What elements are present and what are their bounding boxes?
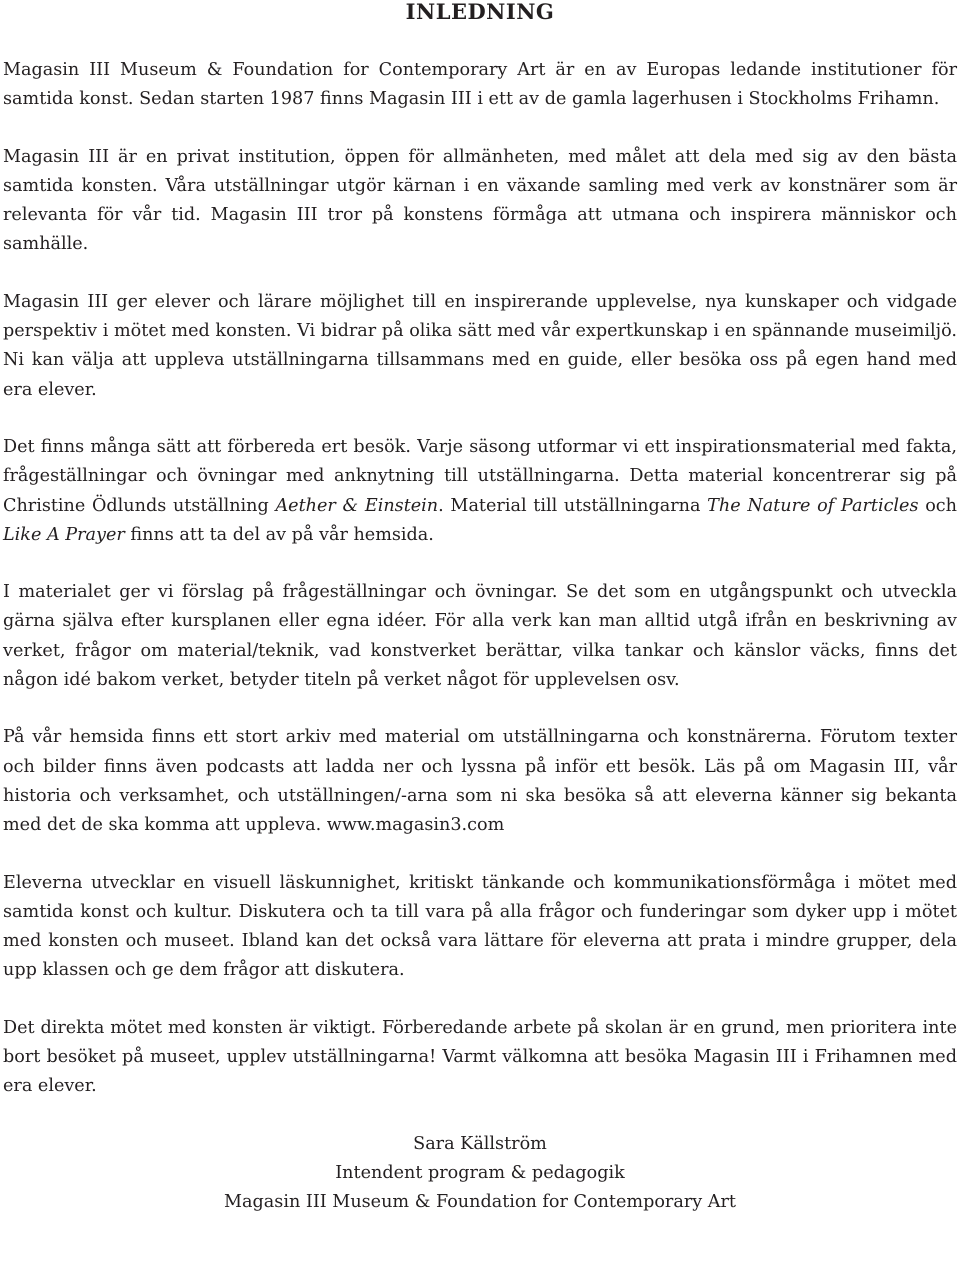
paragraph-material: I materialet ger vi förslag på frågeställningar och övningar. Se det som en utgångspunkt och utveckla gärna själva efter kursplanen eller egna idéer. För alla verk kan man alltid utgå ifrån en beskrivning av verket, frågor om material/teknik, vad konstverket berättar, vilka tankar och känslor väcks, finns det någon idé bakom verket, betyder titeln på verket något för upplevelsen osv. <box>3 582 957 691</box>
document-page <box>3 0 957 1218</box>
paragraph-institution: Magasin III är en privat institution, öppen för allmänheten, med målet att dela med sig av den bästa samtida konsten. Våra utställningar utgör kärnan i en växande samling med verk av konstnärer som är relevanta för vår tid. Magasin III tror på konstens förmåga att utmana och inspirera människor och samhälle. <box>3 146 957 255</box>
text-segment: finns att ta del av på vår hemsida. <box>124 524 434 545</box>
page-title: INLEDNING <box>405 0 555 24</box>
paragraph-preparation <box>3 433 957 550</box>
text-segment: och <box>918 495 957 516</box>
signature-organization: Magasin III Museum & Foundation for Contemporary Art <box>224 1192 736 1213</box>
signature-role: Intendent program & pedagogik <box>335 1162 625 1183</box>
text-segment: Det finns många sätt att förbereda ert besök. Varje säsong utformar vi ett inspirationsmaterial med fakta, frågeställningar och övningar med anknytning till utställningarna. Detta material koncentrerar sig på Christine Ödlunds utställning <box>3 436 957 516</box>
paragraph-website: På vår hemsida finns ett stort arkiv med material om utställningarna och konstnärerna. Förutom texter och bilder finns även podcasts att ladda ner och lyssna på inför ett besök. Läs på om Magasin III, vår historia och verksamhet, och utställningen/-arna som ni ska besöka så att eleverna känner sig bekanta med det de ska komma att uppleva. www.magasin3.com <box>3 727 957 836</box>
exhibition-title: Aether & Einstein <box>275 495 439 516</box>
exhibition-title: Like A Prayer <box>3 524 125 545</box>
signature-block <box>3 1130 957 1218</box>
paragraph-students: Eleverna utvecklar en visuell läskunnighet, kritiskt tänkande och kommunikationsförmåga i mötet med samtida konst och kultur. Diskutera och ta till vara på alla frågor och funderingar som dyker upp i mötet med konsten och museet. Ibland kan det också vara lättare för eleverna att prata i mindre grupper, dela upp klassen och ge dem frågor att diskutera. <box>3 872 957 981</box>
exhibition-title: The Nature of Particles <box>707 495 919 516</box>
paragraph-closing: Det direkta mötet med konsten är viktigt. Förberedande arbete på skolan är en grund, men prioritera inte bort besöket på museet, upplev utställningarna! Varmt välkomna att besöka Magasin III i Frihamnen med era elever. <box>3 1017 957 1097</box>
signature-name: Sara Källström <box>413 1133 547 1154</box>
text-segment: . Material till utställningarna <box>438 495 708 516</box>
paragraph-education: Magasin III ger elever och lärare möjlighet till en inspirerande upplevelse, nya kunskaper och vidgade perspektiv i mötet med konsten. Vi bidrar på olika sätt med vår expertkunskap i en spännande museimiljö. Ni kan välja att uppleva utställningarna tillsammans med en guide, eller besöka oss på egen hand med era elever. <box>3 291 957 400</box>
paragraph-intro: Magasin III Museum & Foundation for Contemporary Art är en av Europas ledande institutioner för samtida konst. Sedan starten 1987 finns Magasin III i ett av de gamla lagerhusen i Stockholms Frihamn. <box>3 60 957 110</box>
